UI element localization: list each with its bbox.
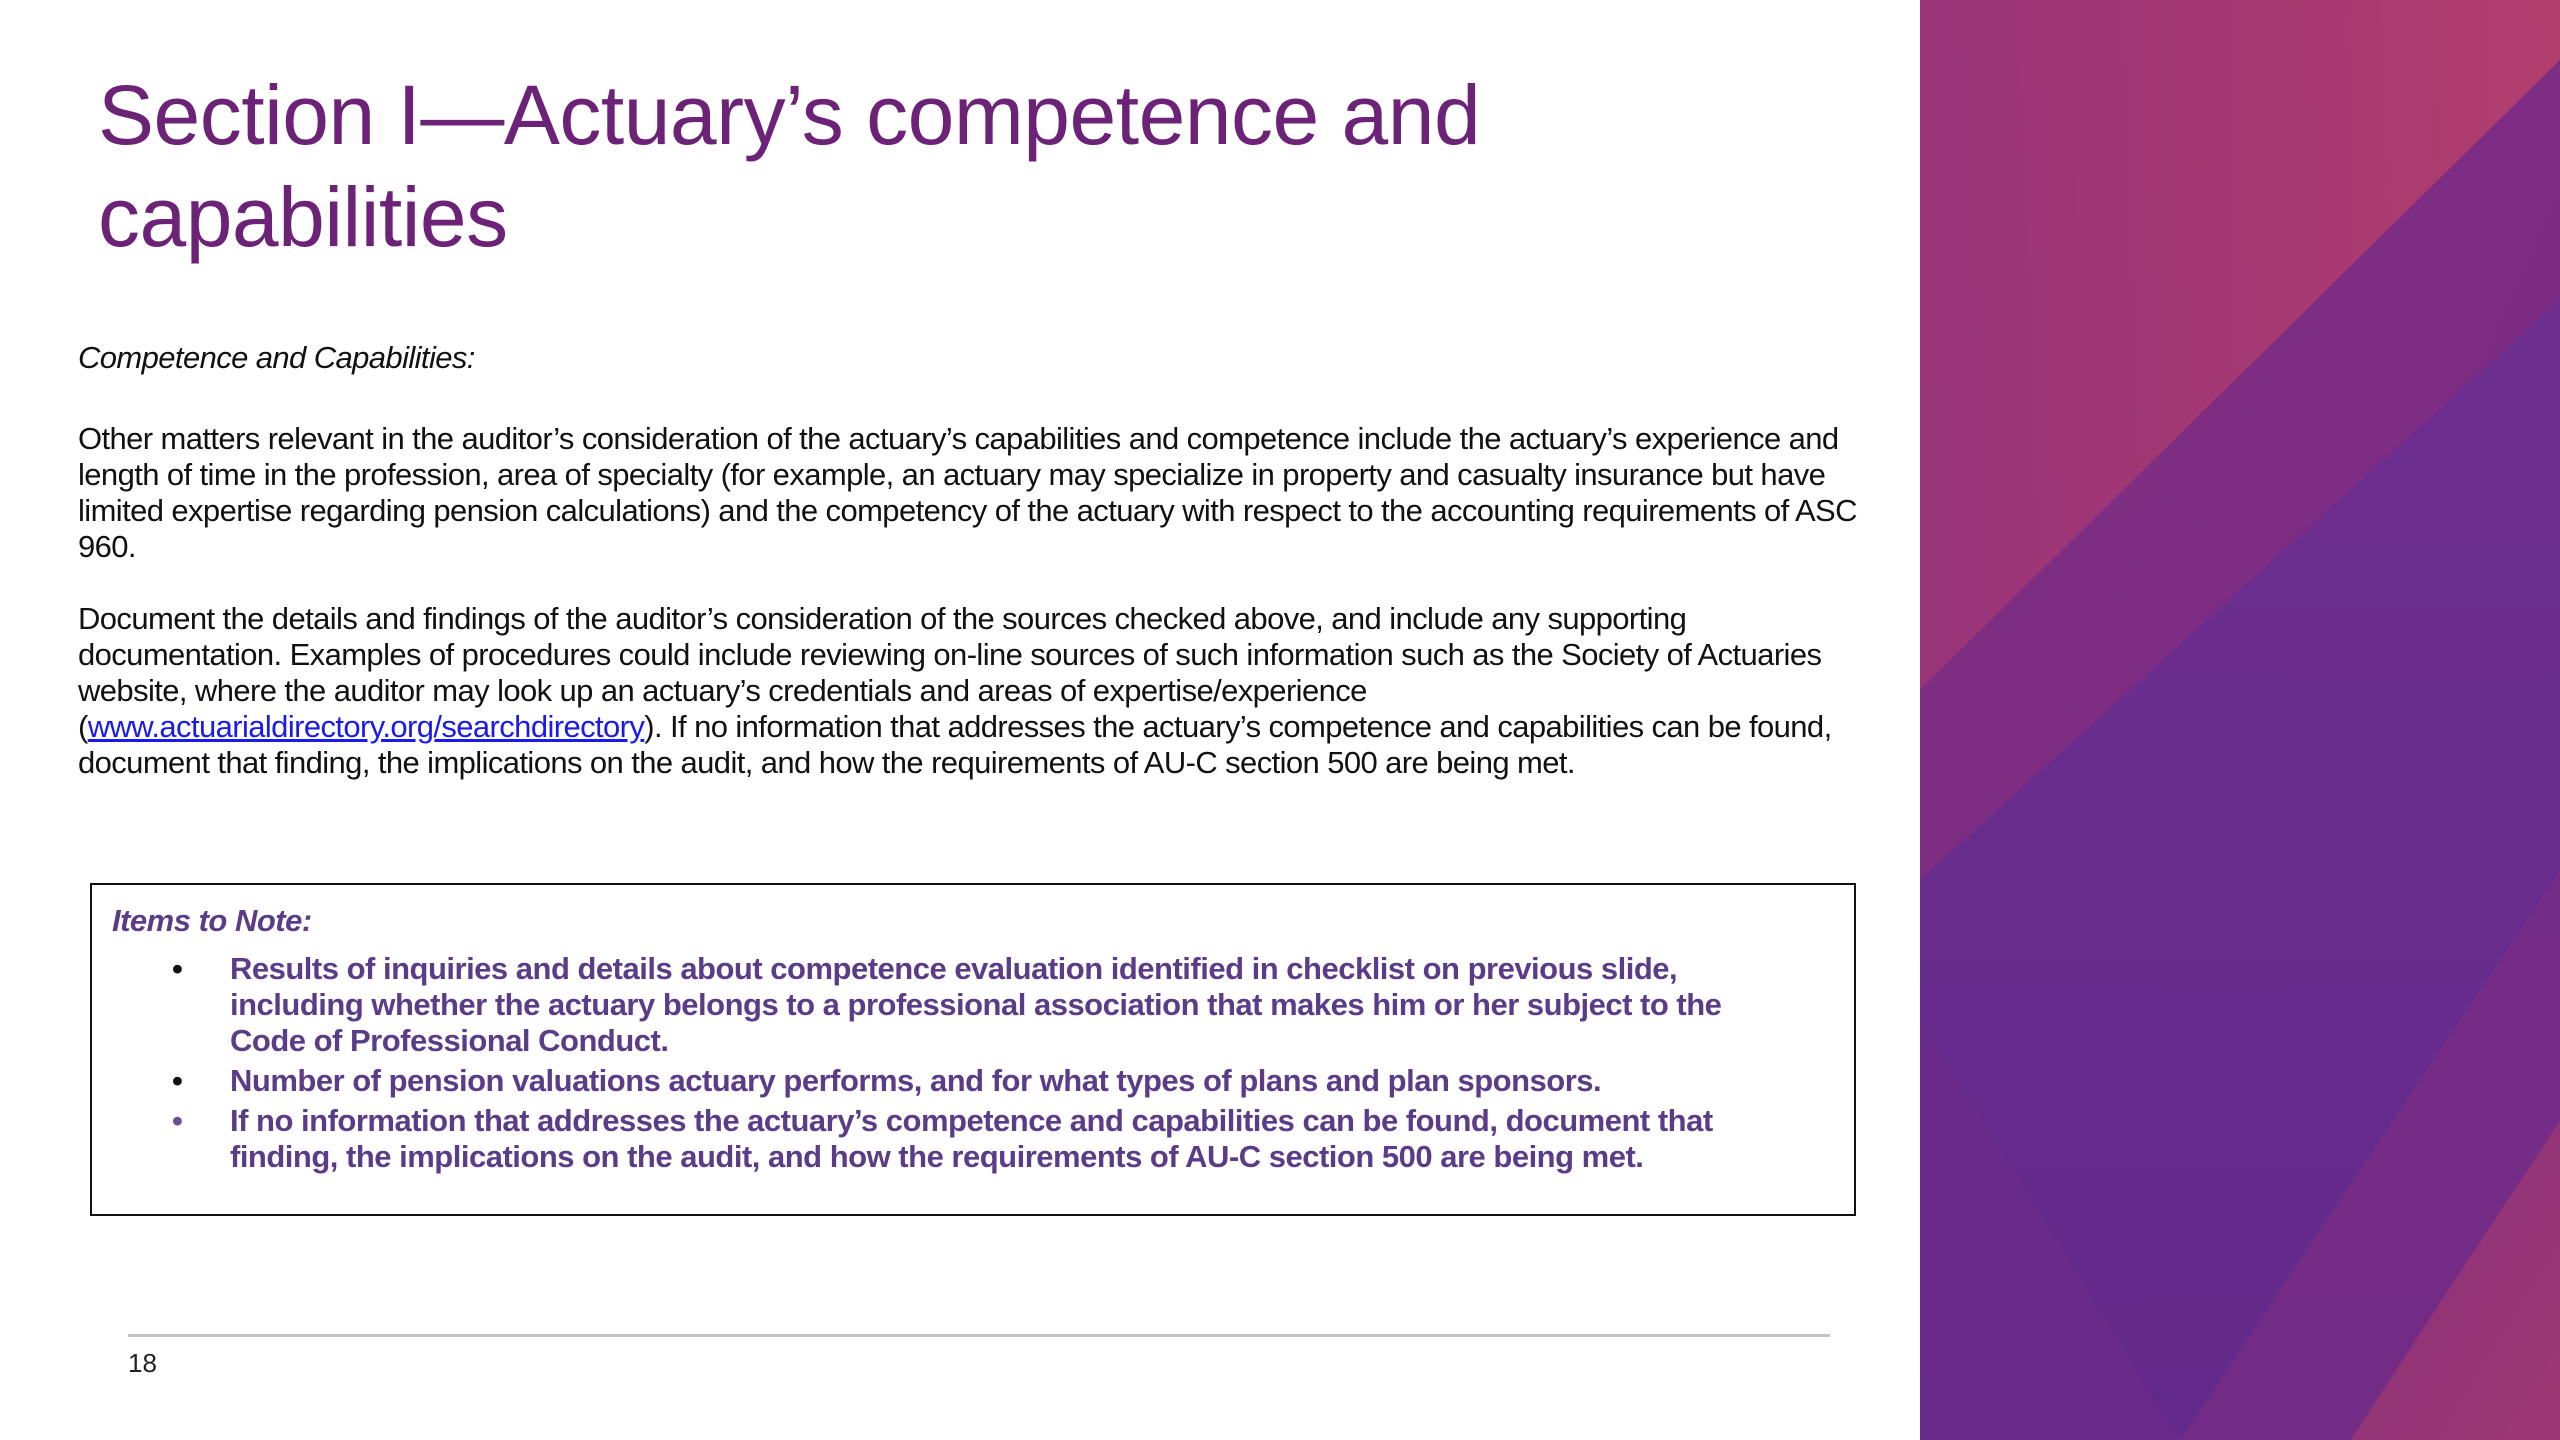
actuarial-directory-link[interactable]: www.actuarialdirectory.org/searchdirectory — [87, 709, 645, 744]
footer-divider — [128, 1334, 1830, 1337]
note-list-item — [92, 1063, 1854, 1099]
note-item-text: Number of pension valuations actuary performs, and for what types of plans and plan sponsors. — [230, 1063, 1602, 1098]
paragraph-documentation-start: Document the details and findings of the auditor’s consideration of the sources checked above, and include any supporting documentation. Examples of procedures could include reviewing on-line sources of such information such as the Society of Actuaries website, where the auditor may look up an actuary’s credentials and areas of expertise/experience ( — [78, 601, 1822, 744]
items-to-note-box — [90, 883, 1856, 1216]
slide-title: Section I—Actuary’s competence and capabilities — [98, 68, 1481, 264]
paragraph-capabilities: Other matters relevant in the auditor’s consideration of the actuary’s capabilities and competence include the actuary’s experience and length of time in the profession, area of specialty (for example, an actuary may specialize in property and casualty insurance but have limited expertise regarding pension calculations) and the competency of the actuary with respect to the accounting requirements of ASC 960. — [78, 421, 1857, 564]
items-to-note-title: Items to Note: — [112, 903, 312, 938]
subheading: Competence and Capabilities: — [78, 340, 475, 375]
items-to-note-list — [92, 951, 1854, 1179]
bullet-icon: • — [172, 1103, 183, 1138]
decorative-gradient-panel — [1920, 0, 2560, 1440]
decorative-shapes — [1920, 0, 2560, 1440]
note-list-item — [92, 951, 1854, 1059]
note-list-item — [92, 1103, 1854, 1175]
note-item-text: If no information that addresses the actuary’s competence and capabilities can be found, document that finding, the implications on the audit, and how the requirements of AU-C section 500 are being met. — [230, 1103, 1713, 1174]
note-item-text: Results of inquiries and details about competence evaluation identified in checklist on previous slide, including whether the actuary belongs to a professional association that makes him or her subject to the Code of Professional Conduct. — [230, 951, 1722, 1058]
paragraph-documentation-end: ). If no information that addresses the actuary’s competence and capabilities can be found, document that finding, the implications on the audit, and how the requirements of AU-C section 500 are being met. — [78, 709, 1832, 780]
bullet-icon: • — [172, 1063, 183, 1098]
page-number: 18 — [128, 1348, 157, 1378]
paragraph-documentation — [78, 601, 1858, 781]
bullet-icon: • — [172, 951, 183, 986]
body-text — [78, 340, 1858, 817]
